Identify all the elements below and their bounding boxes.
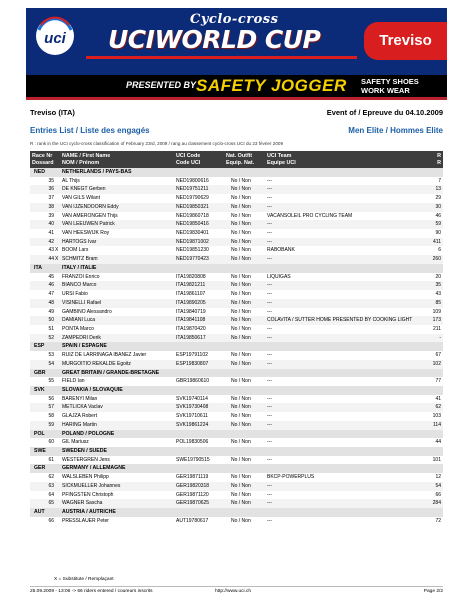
table-row [30, 212, 443, 221]
rank-cell: 6 [438, 247, 441, 254]
team-cell: BKCP-POWERPLUS [267, 474, 315, 481]
dossard-cell: 60 [48, 439, 54, 446]
rider-name-cell: AL Thijs [62, 177, 80, 184]
footer-page: Page 2/2 [423, 589, 443, 594]
table-row [30, 203, 443, 212]
rank-cell: 7 [438, 177, 441, 184]
rider-name-cell: VISINELLI Rafael [62, 299, 102, 306]
team-cell: --- [267, 308, 272, 315]
nat-outfit-cell: No / Non [231, 238, 251, 245]
rank-cell: 90 [435, 230, 441, 237]
table-row [30, 290, 443, 299]
category-title: Men Elite / Hommes Elite [348, 126, 443, 135]
nation-row [30, 369, 443, 378]
header-nat-2: Equip. Nat. [226, 160, 255, 166]
banner-city: Treviso [364, 22, 447, 60]
team-cell: --- [267, 491, 272, 498]
team-cell: LIQUIGAS [267, 273, 291, 280]
table-row [30, 229, 443, 238]
nation-row [30, 168, 443, 177]
dossard-cell: 59 [48, 421, 54, 428]
nation-name: POLAND / POLOGNE [62, 430, 115, 437]
rider-name-cell: VAN GILS Wilant [62, 195, 100, 202]
nat-outfit-cell: No / Non [231, 186, 251, 193]
table-row [30, 185, 443, 194]
nation-code: POL [34, 430, 45, 437]
rank-cell: 12 [435, 474, 441, 481]
team-cell: --- [267, 378, 272, 385]
substitute-mark: X [55, 256, 59, 263]
team-cell: --- [267, 282, 272, 289]
rank-cell: 77 [435, 378, 441, 385]
table-row [30, 325, 443, 334]
team-cell: VACANSOLEIL PRO CYCLING TEAM [267, 212, 353, 219]
rank-cell: 103 [432, 413, 441, 420]
rider-name-cell: FRANZOI Enrico [62, 273, 100, 280]
nation-name: SWEDEN / SUEDE [62, 448, 107, 454]
rider-name-cell: DE KNEGT Gerben [62, 186, 106, 193]
rank-cell: 29 [435, 195, 441, 202]
nation-name: NETHERLANDS / PAYS-BAS [62, 169, 132, 175]
header-rank-2: R [437, 160, 441, 166]
dossard-cell: 44 [48, 256, 54, 263]
table-row [30, 438, 443, 447]
dossard-cell: 57 [48, 404, 54, 411]
team-cell: --- [267, 439, 272, 446]
rank-cell: 211 [433, 325, 441, 332]
rider-name-cell: VAN LEEUWEN Patrick [62, 221, 115, 228]
dossard-cell: 42 [48, 238, 54, 245]
dossard-cell: 64 [48, 491, 54, 498]
uci-code-cell: NED19860718 [176, 212, 209, 219]
nat-outfit-cell: No / Non [231, 299, 251, 306]
uci-code-cell: ITA19870420 [176, 325, 206, 332]
uci-code-cell: ITA19890205 [176, 299, 206, 306]
uci-code-cell: GER19820318 [176, 482, 210, 489]
uci-code-cell: NED19851230 [176, 247, 209, 254]
dossard-cell: 61 [48, 456, 54, 463]
uci-code-cell: ESP19791102 [176, 352, 208, 359]
rider-name-cell: VAN IJZENDOORN Eddy [62, 203, 119, 210]
dossard-cell: 43 [48, 247, 54, 254]
uci-code-cell: GER19871119 [176, 474, 209, 481]
team-cell: --- [267, 186, 272, 193]
uci-code-cell: NED19790629 [176, 195, 209, 202]
table-row [30, 360, 443, 369]
rider-name-cell: URSI Fabio [62, 291, 88, 298]
uci-code-cell: POL19830506 [176, 439, 209, 446]
table-body [30, 168, 443, 525]
rank-cell: 109 [432, 308, 441, 315]
nat-outfit-cell: No / Non [231, 456, 251, 463]
dossard-cell: 54 [48, 360, 54, 367]
team-cell: --- [267, 421, 272, 428]
table-row [30, 177, 443, 186]
nation-name: ITALY / ITALIE [62, 264, 97, 271]
rider-name-cell: BARENYI Milan [62, 395, 98, 402]
team-cell: --- [267, 334, 272, 341]
nat-outfit-cell: No / Non [231, 256, 251, 263]
sponsor-brand: SAFETY JOGGER [196, 76, 347, 95]
rider-name-cell: PFINGSTEN Christoph [62, 491, 114, 498]
team-cell: --- [267, 238, 272, 245]
rider-name-cell: BOOM Lars [62, 247, 89, 254]
nat-outfit-cell: No / Non [231, 221, 251, 228]
team-cell: --- [267, 256, 272, 263]
nat-outfit-cell: No / Non [231, 308, 251, 315]
nation-row [30, 447, 443, 456]
nation-name: SLOVAKIA / SLOVAQUIE [62, 386, 123, 393]
footer-divider [30, 586, 443, 587]
event-location: Treviso (ITA) [30, 108, 75, 117]
uci-code-cell: NED19850321 [176, 203, 209, 210]
team-cell: --- [267, 352, 272, 359]
header-uci-2: Code UCI [176, 160, 201, 166]
sponsor-presented: PRESENTED BY [126, 80, 197, 90]
uci-code-cell: ITA19820808 [176, 273, 206, 280]
nat-outfit-cell: No / Non [231, 439, 251, 446]
team-cell: --- [267, 395, 272, 402]
uci-code-cell: SVK19730408 [176, 404, 209, 411]
team-cell: --- [267, 195, 272, 202]
uci-code-cell: ESP19830807 [176, 360, 209, 367]
dossard-cell: 36 [48, 186, 54, 193]
event-banner [26, 8, 447, 75]
uci-code-cell: AUT19780617 [176, 517, 209, 524]
rank-cell: 43 [435, 291, 441, 298]
uci-code-cell: GBR19860610 [176, 378, 210, 385]
team-cell: --- [267, 500, 272, 507]
uci-logo [32, 14, 78, 68]
team-cell: RABOBANK [267, 247, 295, 254]
dossard-cell: 65 [48, 500, 54, 507]
nat-outfit-cell: No / Non [231, 317, 251, 324]
uci-code-cell: SVK19740114 [176, 395, 208, 402]
header-rank-1: R [437, 153, 441, 159]
team-cell: --- [267, 230, 272, 237]
dossard-cell: 58 [48, 413, 54, 420]
nation-name: GREAT BRITAIN / GRANDE-BRETAGNE [62, 369, 160, 376]
dossard-cell: 37 [48, 195, 54, 202]
header-dossard-1: Race Nr [32, 153, 53, 159]
table-row [30, 456, 443, 465]
nation-code: SWE [34, 448, 46, 454]
header-team-2: Equipe UCI [267, 160, 296, 166]
rank-cell: 114 [433, 421, 441, 428]
uci-code-cell: ITA19821211 [176, 282, 206, 289]
sponsor-tagline-2: WORK WEAR [361, 86, 410, 95]
nat-outfit-cell: No / Non [231, 360, 251, 367]
rank-cell: 62 [435, 404, 441, 411]
banner-subtitle: Cyclo-cross [190, 12, 279, 27]
rank-cell: 102 [432, 360, 441, 367]
dossard-cell: 62 [48, 474, 54, 481]
nat-outfit-cell: No / Non [231, 517, 251, 524]
nation-row [30, 264, 443, 273]
dossard-cell: 41 [48, 230, 54, 237]
rider-name-cell: MURGOITIO REKALDE Egoitz [62, 360, 131, 367]
dossard-cell: 40 [48, 221, 54, 228]
nat-outfit-cell: No / Non [231, 352, 251, 359]
header-nat-1: Nat. Outfit [226, 153, 253, 159]
rank-cell: 20 [435, 273, 441, 280]
nat-outfit-cell: No / Non [231, 421, 251, 428]
uci-code-cell: NED19871002 [176, 238, 209, 245]
rider-name-cell: DAMIANI Luca [62, 317, 96, 324]
rider-name-cell: WALSLEBEN Philipp [62, 474, 109, 481]
header-uci-1: UCI Code [176, 153, 201, 159]
table-row [30, 377, 443, 386]
header-divider [26, 97, 447, 100]
table-row [30, 412, 443, 421]
nation-row [30, 342, 443, 351]
dossard-cell: 56 [48, 395, 54, 402]
nat-outfit-cell: No / Non [231, 491, 251, 498]
nat-outfit-cell: No / Non [231, 212, 251, 219]
uci-code-cell: SWE19790515 [176, 456, 210, 463]
dossard-cell: 45 [48, 273, 54, 280]
nation-code: SVK [34, 386, 45, 393]
rider-name-cell: VAN HEESWIJK Roy [62, 230, 110, 237]
team-cell: --- [267, 221, 272, 228]
entries-table [30, 151, 443, 525]
team-cell: --- [267, 404, 272, 411]
nation-code: AUT [34, 509, 45, 516]
team-cell: --- [267, 413, 272, 420]
banner-title: UCIWORLD CUP [108, 25, 321, 54]
team-cell: --- [267, 325, 272, 332]
rank-cell: 411 [433, 238, 441, 245]
uci-code-cell: ITA19840719 [176, 308, 206, 315]
header-team-1: UCI Team [267, 153, 292, 159]
rank-cell: 66 [435, 491, 441, 498]
dossard-cell: 55 [48, 378, 54, 385]
rank-cell: 54 [435, 482, 441, 489]
dossard-cell: 35 [48, 177, 54, 184]
nat-outfit-cell: No / Non [231, 500, 251, 507]
nat-outfit-cell: No / Non [231, 195, 251, 202]
uci-code-cell: GER19871120 [176, 491, 209, 498]
svg-text:uci: uci [44, 30, 66, 47]
table-row [30, 421, 443, 430]
nat-outfit-cell: No / Non [231, 395, 251, 402]
table-row [30, 220, 443, 229]
nation-code: GER [34, 465, 46, 472]
event-date: Event of / Epreuve du 04.10.2009 [326, 108, 443, 117]
team-cell: --- [267, 456, 272, 463]
rank-note: R : rank in the UCI cyclo-cross classification of February 23rd, 2009 / rang au classement cyclo-cross UCI du 23 février 2009 [30, 141, 284, 146]
team-cell: --- [267, 299, 272, 306]
nat-outfit-cell: No / Non [231, 291, 251, 298]
nation-code: NED [34, 169, 45, 175]
substitute-mark: X [55, 247, 59, 254]
rider-name-cell: PRESSLAUER Peter [62, 517, 109, 524]
rider-name-cell: GIL Mariusz [62, 439, 89, 446]
substitute-legend: X = Substitute / Remplaçant [54, 577, 114, 582]
table-row [30, 499, 443, 508]
nat-outfit-cell: No / Non [231, 482, 251, 489]
rank-cell: 260 [432, 256, 441, 263]
nation-name: AUSTRIA / AUTRICHE [62, 509, 116, 516]
nation-code: ESP [34, 343, 45, 350]
nat-outfit-cell: No / Non [231, 177, 251, 184]
rider-name-cell: SICKMUELLER Johannes [62, 482, 121, 489]
table-row [30, 194, 443, 203]
rider-name-cell: RUIZ DE LARRINAGA IBANEZ Javier [62, 352, 147, 359]
nation-code: GBR [34, 369, 46, 376]
nat-outfit-cell: No / Non [231, 230, 251, 237]
rider-name-cell: BIANCO Marco [62, 282, 97, 289]
table-row [30, 308, 443, 317]
dossard-cell: 39 [48, 212, 54, 219]
dossard-cell: 50 [48, 317, 54, 324]
rider-name-cell: VAN AMERONGEN Thijs [62, 212, 118, 219]
uci-code-cell: ITA19850617 [176, 334, 206, 341]
nat-outfit-cell: No / Non [231, 203, 251, 210]
rank-cell: 85 [435, 299, 441, 306]
rank-cell: 59 [435, 221, 441, 228]
table-row [30, 255, 443, 264]
rider-name-cell: FIELD Ian [62, 378, 85, 385]
rider-name-cell: SCHMITZ Bram [62, 256, 98, 263]
dossard-cell: 53 [48, 352, 54, 359]
uci-code-cell: SVK19861224 [176, 421, 209, 428]
nat-outfit-cell: No / Non [231, 273, 251, 280]
nation-row [30, 508, 443, 517]
table-row [30, 238, 443, 247]
nation-row [30, 464, 443, 473]
team-cell: --- [267, 517, 272, 524]
nat-outfit-cell: No / Non [231, 404, 251, 411]
table-row [30, 491, 443, 500]
rank-cell: 44 [435, 439, 441, 446]
uci-code-cell: SVK19710611 [176, 413, 208, 420]
uci-code-cell: NED19751211 [176, 186, 209, 193]
dossard-cell: 47 [48, 291, 54, 298]
rider-name-cell: PONTA Marco [62, 325, 94, 332]
table-row [30, 473, 443, 482]
rank-cell: 72 [435, 517, 441, 524]
rider-name-cell: WESTERGREN Jens [62, 456, 110, 463]
uci-code-cell: GER19870625 [176, 500, 210, 507]
nation-row [30, 386, 443, 395]
rider-name-cell: WAGNER Sascha [62, 500, 103, 507]
uci-code-cell: ITA19861107 [176, 291, 206, 298]
header-dossard-2: Dossard [32, 160, 54, 166]
table-row [30, 299, 443, 308]
table-row [30, 316, 443, 325]
table-row [30, 517, 443, 526]
rank-cell: 41 [435, 395, 441, 402]
table-row [30, 351, 443, 360]
team-cell: --- [267, 482, 272, 489]
rider-name-cell: GAMBINO Alessandro [62, 308, 112, 315]
uci-code-cell: NED19830401 [176, 230, 209, 237]
nat-outfit-cell: No / Non [231, 378, 251, 385]
rider-name-cell: HARTOGS Ivar [62, 238, 97, 245]
nation-name: GERMANY / ALLEMAGNE [62, 465, 126, 472]
rank-cell: 67 [435, 352, 441, 359]
team-cell: --- [267, 360, 272, 367]
sponsor-bar [26, 75, 447, 97]
rider-name-cell: METLICKA Vaclav [62, 404, 103, 411]
header-name-2: NOM / Prénom [62, 160, 100, 166]
uci-code-cell: NED19850416 [176, 221, 209, 228]
rank-cell: 101 [432, 456, 441, 463]
uci-code-cell: NED19800616 [176, 177, 209, 184]
footer-url[interactable]: http://www.uci.ch [215, 589, 251, 594]
rank-cell: 30 [435, 203, 441, 210]
nat-outfit-cell: No / Non [231, 474, 251, 481]
dossard-cell: 49 [48, 308, 54, 315]
dossard-cell: 51 [48, 325, 54, 332]
uci-code-cell: ITA19841108 [176, 317, 206, 324]
team-cell: COLAVITA / SUTTER HOME PRESENTED BY COOKING LIGHT [267, 317, 413, 324]
banner-stripe [86, 56, 357, 59]
dossard-cell: 38 [48, 203, 54, 210]
rank-cell: - [439, 334, 441, 341]
table-row [30, 395, 443, 404]
table-header [30, 151, 443, 168]
team-cell: --- [267, 177, 272, 184]
team-cell: --- [267, 203, 272, 210]
table-row [30, 403, 443, 412]
rider-name-cell: GLAJZA Robert [62, 413, 98, 420]
table-row [30, 281, 443, 290]
dossard-cell: 46 [48, 282, 54, 289]
dossard-cell: 48 [48, 299, 54, 306]
rank-cell: 46 [435, 212, 441, 219]
nat-outfit-cell: No / Non [231, 247, 251, 254]
rank-cell: 35 [435, 282, 441, 289]
table-row [30, 273, 443, 282]
rank-cell: 13 [435, 186, 441, 193]
table-row [30, 246, 443, 255]
nat-outfit-cell: No / Non [231, 413, 251, 420]
nation-row [30, 430, 443, 439]
uci-code-cell: NED19770423 [176, 256, 209, 263]
rank-cell: 173 [432, 317, 441, 324]
table-row [30, 482, 443, 491]
dossard-cell: 63 [48, 482, 54, 489]
sponsor-tagline-1: SAFETY SHOES [361, 77, 419, 86]
footer-timestamp: 25.09.2009 - 13:06 -> 66 riders entered / coureurs inscrits [30, 589, 153, 594]
rider-name-cell: HARING Martin [62, 421, 97, 428]
sponsor-tagline [361, 77, 419, 95]
header-name-1: NAME / First Name [62, 153, 111, 159]
dossard-cell: 66 [48, 517, 54, 524]
table-row [30, 334, 443, 343]
nat-outfit-cell: No / Non [231, 325, 251, 332]
nation-name: SPAIN / ESPAGNE [62, 343, 107, 350]
list-title: Entries List / Liste des engagés [30, 126, 150, 135]
team-cell: --- [267, 291, 272, 298]
nat-outfit-cell: No / Non [231, 334, 251, 341]
rank-cell: 284 [432, 500, 441, 507]
dossard-cell: 52 [48, 334, 54, 341]
rider-name-cell: ZAMPEDRI Derik [62, 334, 101, 341]
nation-code: ITA [34, 264, 42, 271]
nat-outfit-cell: No / Non [231, 282, 251, 289]
